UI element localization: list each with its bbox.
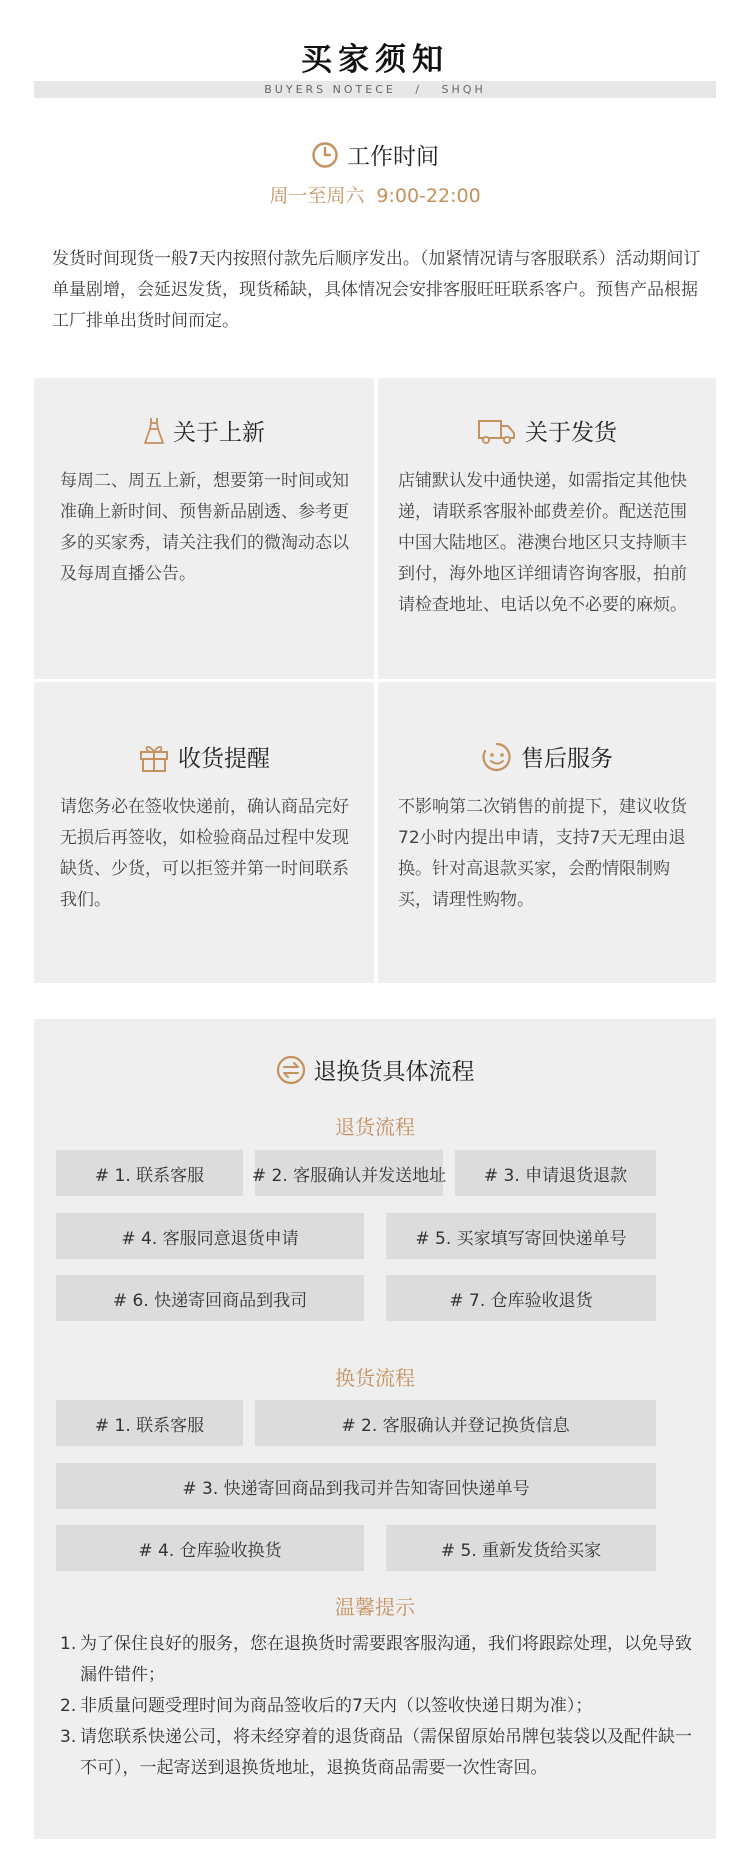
truck-icon bbox=[477, 416, 517, 446]
return-step-4: # 4. 客服同意退货申请 bbox=[56, 1213, 364, 1259]
return-exchange-section bbox=[34, 1019, 716, 1839]
card-shipping-text: 店铺默认发中通快递，如需指定其他快递，请联系客服补邮费差价。配送范围中国大陆地区。港澳台地区只支持顺丰到付，海外地区详细请咨询客服，拍前请检查地址、电话以免不必要的麻烦。 bbox=[398, 471, 687, 615]
process-heading bbox=[34, 1053, 716, 1086]
page-subtitle: BUYERS NOTECE / SHQH bbox=[264, 83, 486, 96]
dress-icon bbox=[143, 416, 165, 446]
card-after-sales-text: 不影响第二次销售的前提下，建议收货72小时内提出申请，支持7天无理由退换。针对高退款买家，会酌情限制购买，请理性购物。 bbox=[398, 797, 687, 910]
exchange-step-4: # 4. 仓库验收换货 bbox=[56, 1525, 364, 1571]
tip-number: 3. bbox=[60, 1727, 77, 1747]
exchange-step-1: # 1. 联系客服 bbox=[56, 1400, 243, 1446]
tip-item bbox=[60, 1722, 696, 1784]
card-shipping-title: 关于发货 bbox=[525, 420, 617, 446]
exchange-step-3: # 3. 快递寄回商品到我司并告知寄回快递单号 bbox=[56, 1463, 656, 1509]
card-receiving bbox=[34, 682, 374, 983]
gift-icon bbox=[138, 741, 170, 773]
return-step-7: # 7. 仓库验收退货 bbox=[386, 1275, 656, 1321]
return-flow-title: 退货流程 bbox=[335, 1115, 415, 1139]
smile-icon bbox=[481, 741, 513, 773]
card-after-sales bbox=[378, 682, 716, 983]
tip-item bbox=[60, 1629, 696, 1691]
tip-number: 2. bbox=[60, 1696, 77, 1716]
tip-number: 1. bbox=[60, 1634, 77, 1654]
tip-text: 请您联系快递公司，将未经穿着的退货商品（需保留原始吊牌包装袋以及配件缺一不可），一起寄送到退换货地址，退换货商品需要一次性寄回。 bbox=[80, 1727, 692, 1778]
card-new-arrivals-text: 每周二、周五上新，想要第一时间或知准确上新时间、预售新品剧透、参考更多的买家秀，请关注我们的微淘动态以及每周直播公告。 bbox=[60, 471, 349, 584]
tip-item bbox=[60, 1691, 696, 1722]
card-new-arrivals bbox=[34, 378, 374, 679]
exchange-icon bbox=[276, 1055, 306, 1085]
process-title: 退换货具体流程 bbox=[313, 1059, 475, 1085]
card-receiving-heading bbox=[34, 740, 374, 773]
exchange-flow-title: 换货流程 bbox=[335, 1366, 415, 1390]
page-title: 买家须知 bbox=[301, 42, 449, 78]
tip-text: 为了保住良好的服务，您在退换货时需要跟客服沟通，我们将跟踪处理，以免导致漏件错件； bbox=[80, 1634, 692, 1685]
work-hours-value: 周一至周六 9:00-22:00 bbox=[269, 185, 481, 207]
return-step-1: # 1. 联系客服 bbox=[56, 1150, 243, 1196]
card-after-sales-title: 售后服务 bbox=[521, 746, 613, 772]
tip-text: 非质量问题受理时间为商品签收后的7天内（以签收快递日期为准）； bbox=[80, 1696, 593, 1716]
work-hours-title: 工作时间 bbox=[347, 144, 439, 170]
return-step-6: # 6. 快递寄回商品到我司 bbox=[56, 1275, 364, 1321]
exchange-step-2: # 2. 客服确认并登记换货信息 bbox=[255, 1400, 656, 1446]
work-hours-section bbox=[0, 138, 750, 208]
card-after-sales-heading bbox=[378, 740, 716, 773]
return-step-2: # 2. 客服确认并发送地址 bbox=[255, 1150, 443, 1196]
tips-list bbox=[60, 1629, 696, 1784]
return-step-3: # 3. 申请退货退款 bbox=[455, 1150, 656, 1196]
card-shipping bbox=[378, 378, 716, 679]
shipping-intro-text: 发货时间现货一般7天内按照付款先后顺序发出。（加紧情况请与客服联系）活动期间订单量剧增，会延迟发货，现货稀缺，具体情况会安排客服旺旺联系客户。预售产品根据工厂排单出货时间而定。 bbox=[52, 249, 701, 331]
exchange-step-5: # 5. 重新发货给买家 bbox=[386, 1525, 656, 1571]
card-receiving-text: 请您务必在签收快递前，确认商品完好无损后再签收，如检验商品过程中发现缺货、少货，可以拒签并第一时间联系我们。 bbox=[60, 797, 349, 910]
clock-icon bbox=[311, 141, 339, 169]
work-hours-heading bbox=[0, 138, 750, 171]
card-new-arrivals-heading bbox=[34, 414, 374, 447]
card-shipping-heading bbox=[378, 414, 716, 447]
return-step-5: # 5. 买家填写寄回快递单号 bbox=[386, 1213, 656, 1259]
tips-title: 温馨提示 bbox=[335, 1595, 415, 1619]
card-new-arrivals-title: 关于上新 bbox=[173, 420, 265, 446]
card-receiving-title: 收货提醒 bbox=[178, 746, 270, 772]
